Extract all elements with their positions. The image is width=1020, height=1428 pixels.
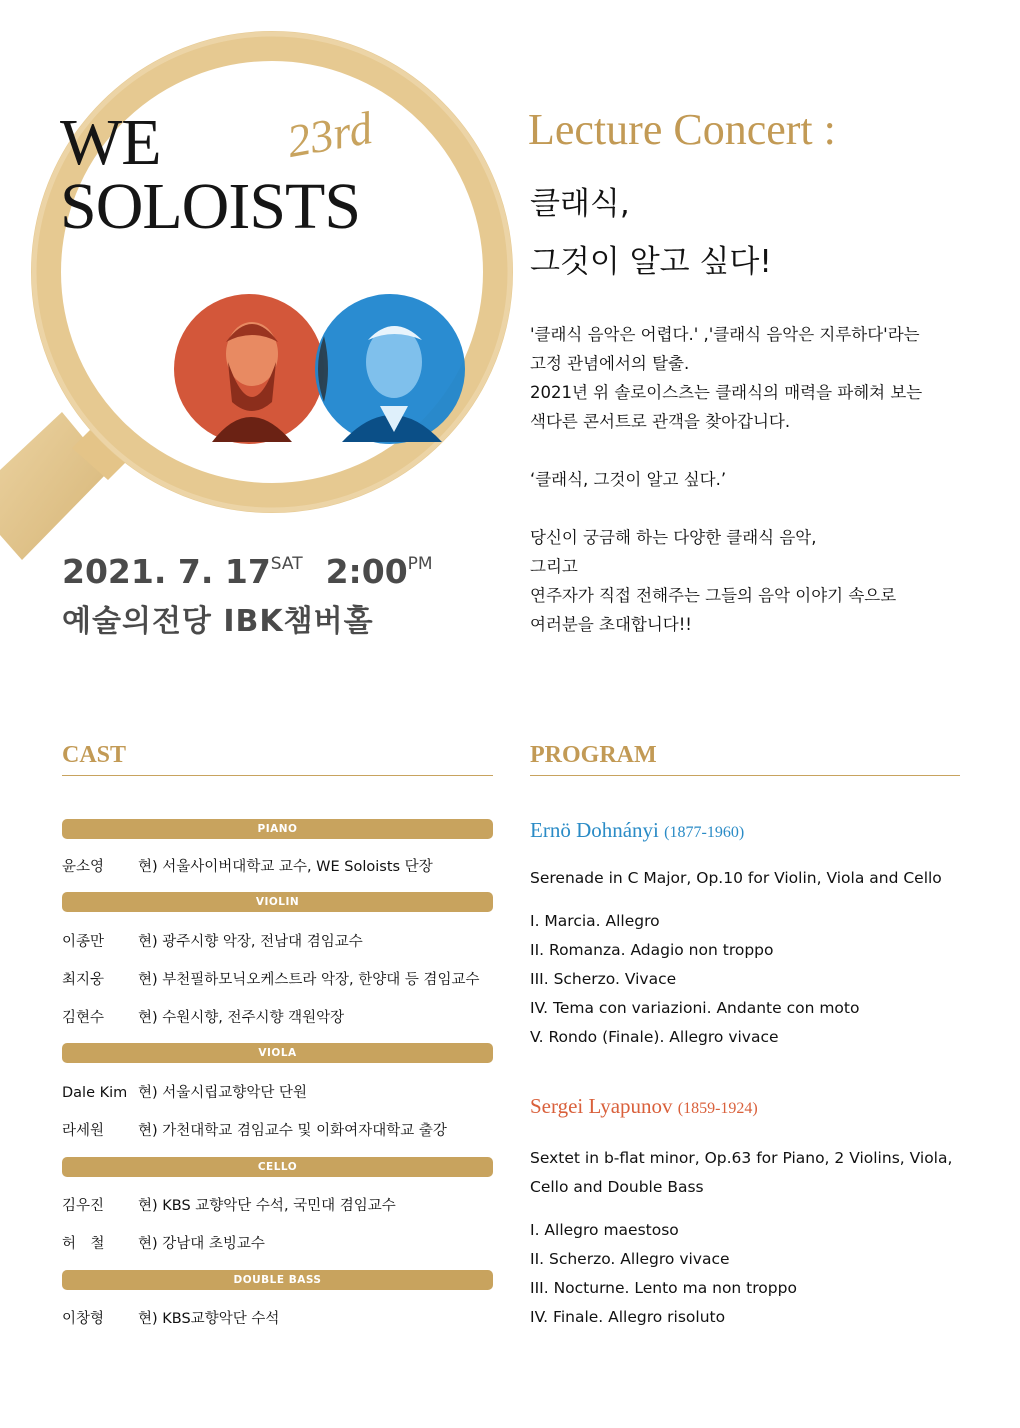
cast-row (62, 1006, 344, 1027)
cast-row (62, 1232, 265, 1253)
cast-desc: 현) 광주시향 악장, 전남대 겸임교수 (138, 934, 363, 950)
role-bar-viola: VIOLA (62, 1043, 493, 1063)
movement-item: V. Rondo (Finale). Allegro vivace (530, 1028, 779, 1046)
composer-heading (530, 818, 744, 843)
intro-line: 여러분을 초대합니다!! (530, 615, 692, 634)
cast-name: 김현수 (62, 1010, 105, 1026)
movement-item: II. Romanza. Adagio non troppo (530, 941, 774, 959)
blue-portrait-icon (315, 294, 465, 444)
composer-years: (1877-1960) (664, 824, 745, 841)
role-bar-double-bass: DOUBLE BASS (62, 1270, 493, 1290)
edition-label: 23rd (283, 101, 376, 168)
cast-row (62, 968, 479, 989)
event-datetime (62, 552, 433, 591)
intro-line: 2021년 위 솔로이스츠는 클래식의 매력을 파헤쳐 보는 (530, 383, 923, 402)
intro-line: '클래식 음악은 어렵다.' ,'클래식 음악은 지루하다'라는 (530, 325, 920, 344)
composer-heading (530, 1094, 758, 1119)
work-title (530, 864, 942, 893)
cast-name: 김우진 (62, 1198, 105, 1214)
role-bar-piano: PIANO (62, 819, 493, 839)
movement-item: II. Scherzo. Allegro vivace (530, 1250, 730, 1268)
composer-name: Sergei Lyapunov (530, 1094, 673, 1118)
cast-row (62, 1307, 279, 1328)
role-bar-cello: CELLO (62, 1157, 493, 1177)
movement-item: III. Nocturne. Lento ma non troppo (530, 1279, 797, 1297)
lecture-concert-title: Lecture Concert : (528, 105, 836, 154)
cast-name: 이창형 (62, 1311, 105, 1327)
cast-row (62, 855, 433, 876)
event-time: 2:00 (325, 552, 408, 591)
cast-heading: CAST (62, 742, 127, 768)
cast-name: 윤소영 (62, 859, 105, 875)
event-title-line2: SOLOISTS (60, 170, 361, 243)
work-title-line: Sextet in b-flat minor, Op.63 for Piano, 2 Violins, Viola, (530, 1149, 953, 1167)
intro-line: 당신이 궁금해 하는 다양한 클래식 음악, (530, 528, 817, 547)
work-title (530, 1144, 952, 1202)
headline-line1: 클래식, (530, 186, 630, 222)
intro-text (530, 320, 970, 639)
cast-row (62, 1081, 307, 1102)
cast-row (62, 930, 363, 951)
cast-name: 허 철 (62, 1236, 105, 1252)
magnifying-glass-icon (0, 0, 520, 580)
movement-list (530, 907, 859, 1052)
composer-portraits (172, 292, 468, 446)
intro-line: 그리고 (530, 557, 578, 576)
movement-list (530, 1216, 797, 1332)
event-venue: 예술의전당 IBK챔버홀 (62, 604, 374, 639)
program-heading: PROGRAM (530, 742, 657, 768)
work-title-line: Serenade in C Major, Op.10 for Violin, Viola and Cello (530, 869, 942, 887)
cast-divider (62, 775, 493, 776)
cast-desc: 현) 가천대학교 겸임교수 및 이화여자대학교 출강 (138, 1123, 447, 1139)
composer-years: (1859-1924) (677, 1100, 758, 1117)
red-portrait-icon (174, 294, 324, 444)
cast-desc: 현) 서울사이버대학교 교수, WE Soloists 단장 (138, 859, 433, 875)
cast-name: 이종만 (62, 934, 105, 950)
movement-item: III. Scherzo. Vivace (530, 970, 677, 988)
intro-line: 연주자가 직접 전해주는 그들의 음악 이야기 속으로 (530, 586, 897, 605)
work-title-line: Cello and Double Bass (530, 1178, 704, 1196)
cast-row (62, 1194, 396, 1215)
intro-line: 색다른 콘서트로 관객을 찾아갑니다. (530, 412, 791, 431)
cast-desc: 현) 서울시립교향악단 단원 (138, 1085, 307, 1101)
event-day: SAT (270, 554, 303, 574)
composer-name: Ernö Dohnányi (530, 818, 659, 842)
movement-item: I. Marcia. Allegro (530, 912, 660, 930)
cast-name: 최지웅 (62, 972, 105, 988)
movement-item: IV. Finale. Allegro risoluto (530, 1308, 726, 1326)
intro-line: 고정 관념에서의 탈출. (530, 354, 690, 373)
cast-desc: 현) KBS 교향악단 수석, 국민대 겸임교수 (138, 1198, 396, 1214)
event-ampm: PM (407, 554, 433, 574)
role-bar-violin: VIOLIN (62, 892, 493, 912)
event-date: 2021. 7. 17 (62, 552, 271, 591)
cast-row (62, 1119, 447, 1140)
cast-desc: 현) 수원시향, 전주시향 객원악장 (138, 1010, 345, 1026)
cast-name: 라세원 (62, 1123, 105, 1139)
event-title-line1: WE (60, 106, 161, 179)
movement-item: I. Allegro maestoso (530, 1221, 679, 1239)
intro-line: ‘클래식, 그것이 알고 싶다.’ (530, 470, 727, 489)
movement-item: IV. Tema con variazioni. Andante con moto (530, 999, 860, 1017)
cast-desc: 현) 강남대 초빙교수 (138, 1236, 265, 1252)
headline-line2: 그것이 알고 싶다! (530, 244, 772, 280)
program-divider (530, 775, 960, 776)
cast-desc: 현) 부천필하모닉오케스트라 악장, 한양대 등 겸임교수 (138, 972, 480, 988)
cast-desc: 현) KBS교향악단 수석 (138, 1311, 280, 1327)
cast-name: Dale Kim (62, 1085, 128, 1101)
